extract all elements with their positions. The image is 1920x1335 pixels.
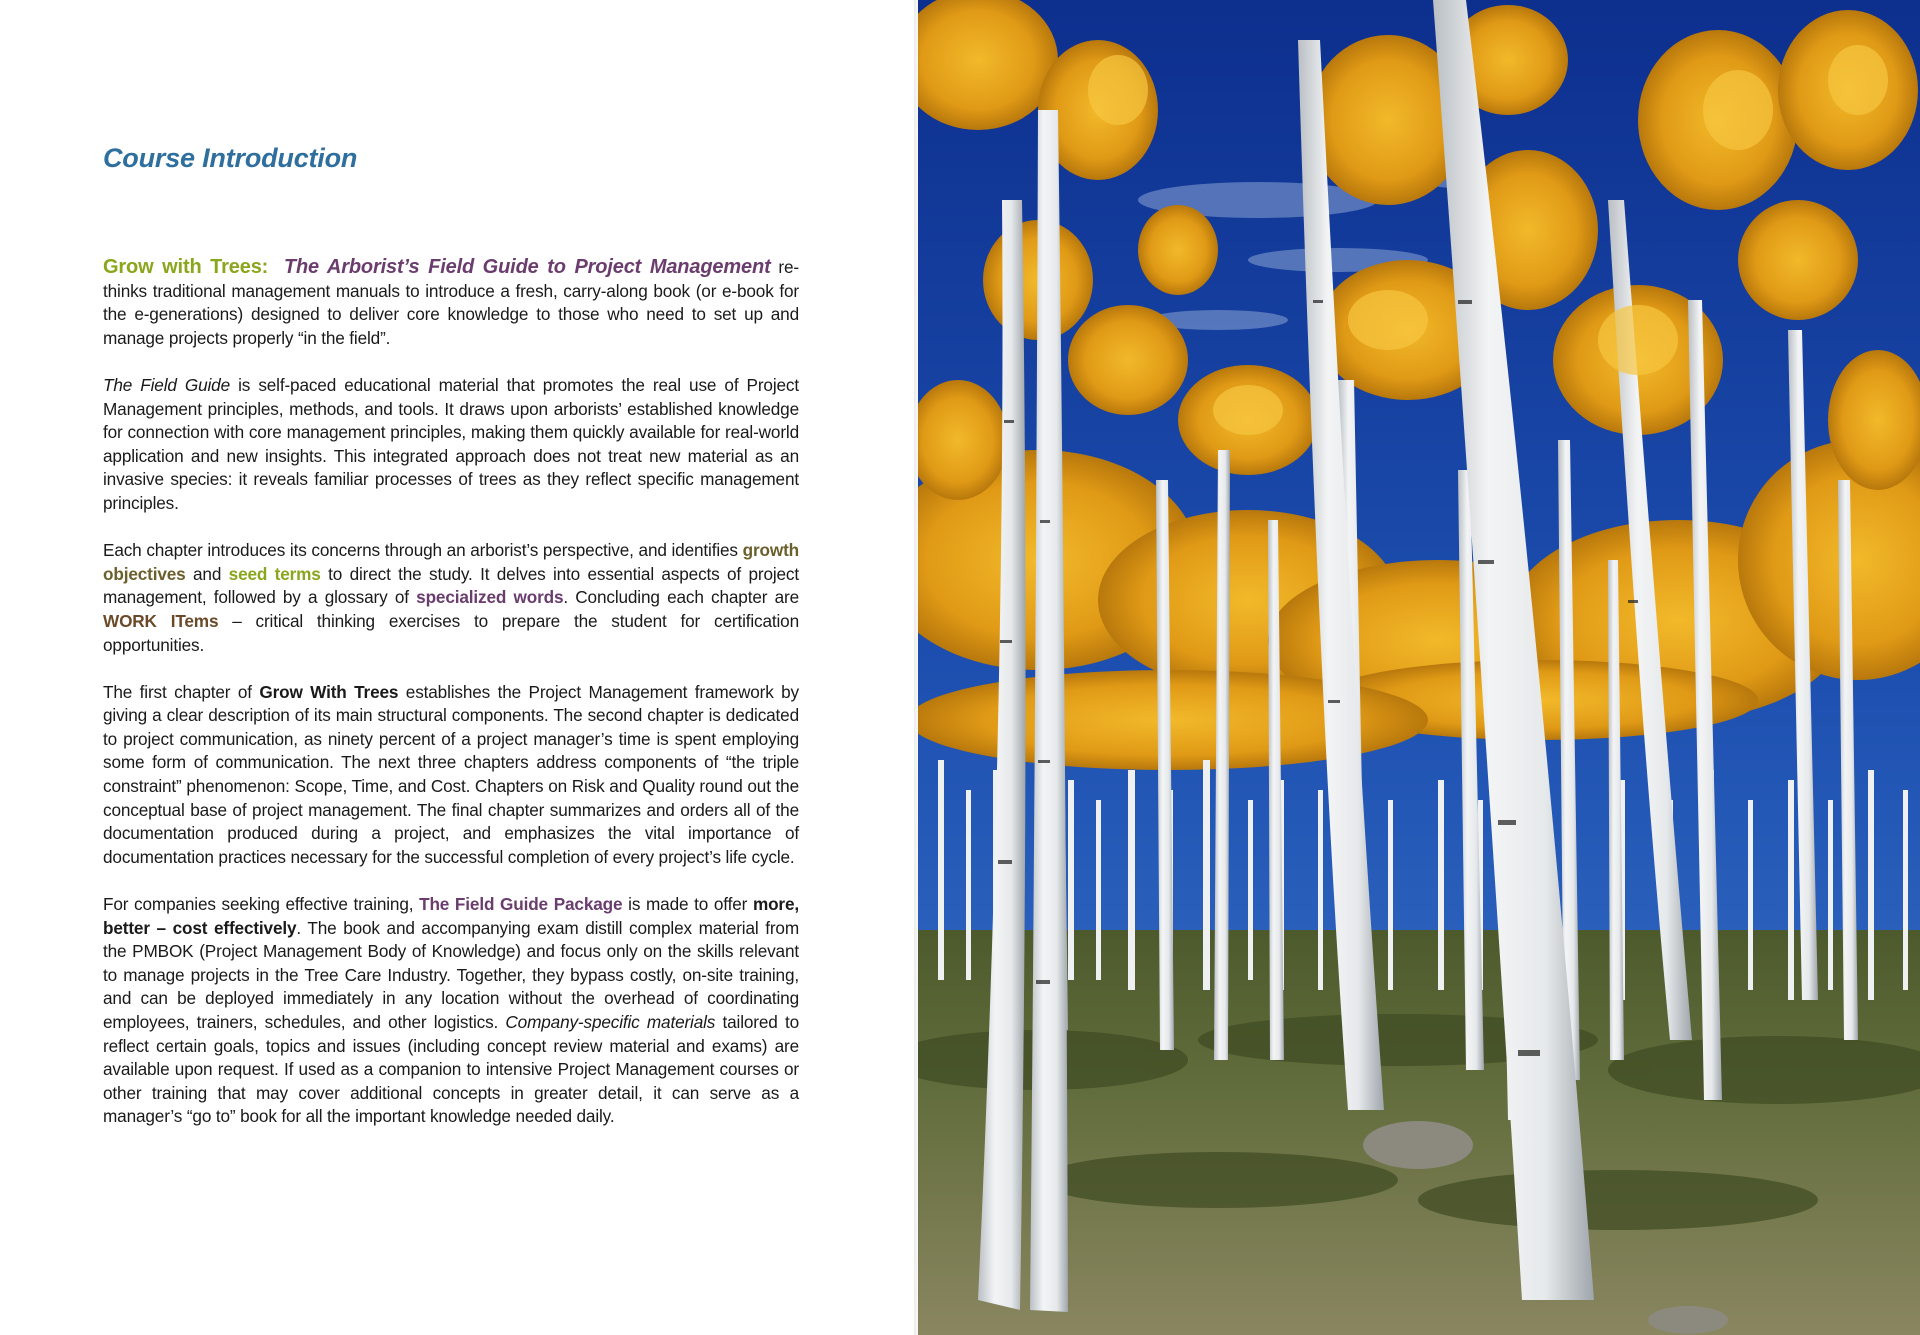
left-page — [0, 0, 918, 1335]
page-title: Course Introduction — [103, 143, 358, 173]
paragraph-chapters — [103, 539, 799, 657]
more-better-bold: more, better – cost effectively — [103, 894, 800, 938]
companies-text-c: . The book and accompanying exam distill complex material from the PMBOK (Project Management Body of Knowledge) and focus only on the skills relevant to manage projects in the Tree Care Industry. Together, they bypass costly, on-site training, and can be deployed immediately in any location without the overhead of coordinating employees, trainers, schedules, and other logistics. — [103, 917, 799, 1032]
chapters-text-c: to direct the study. It delves into essential aspects of project management, followed by a glossary of — [103, 563, 799, 608]
first-chapter-text-a: The first chapter of — [103, 681, 260, 702]
field-guide-italic: The Field Guide — [103, 374, 230, 395]
paragraph-first-chapter — [103, 681, 799, 870]
companies-text-d: tailored to reflect certain goals, topics and issues (including concept review material and exams) are available upon request. If used as a companion to intensive Project Management courses or other training that may cover additional concepts in greater detail, it can serve as a manager’s “go to” book for all the important knowledge needed daily. — [103, 1012, 799, 1127]
field-guide-package-term: The Field Guide Package — [419, 894, 623, 915]
aspen-forest-photo — [918, 0, 1920, 1335]
chapters-text-e: – critical thinking exercises to prepare the student for certification opportunities. — [103, 610, 799, 655]
first-chapter-text-b: establishes the Project Management framework by giving a clear description of its main structural components. The second chapter is dedicated to project communication, as ninety percent of a project manager’s time is spent employing some form of communication. The next three chapters address components of “the triple constraint” phenomenon: Scope, Time, and Cost. Chapters on Risk and Quality round out the conceptual base of project management. The final chapter summarizes and orders all of the documentation produced during a project, and emphasizes the vital importance of documentation practices necessary for the successful completion of every project’s life cycle. — [103, 681, 799, 867]
body-text — [103, 256, 799, 1153]
chapters-text-b: and — [185, 563, 229, 584]
companies-text-a: For companies seeking effective training, — [103, 894, 420, 915]
paragraph-companies — [103, 893, 799, 1129]
book-subtitle: The Arborist’s Field Guide to Project Management — [283, 256, 771, 278]
work-items-term: WORK ITems — [103, 610, 219, 631]
page-gutter — [914, 0, 920, 1335]
company-specific-italic: Company-specific materials — [505, 1012, 716, 1032]
chapters-text-d: . Concluding each chapter are — [563, 587, 799, 608]
grow-with-trees-bold: Grow With Trees — [259, 681, 399, 702]
aspen-forest-illustration — [918, 0, 1920, 1335]
paragraph-field-guide-text: is self-paced educational material that promotes the real use of Project Management principles, methods, and tools. It draws upon arborists’ established knowledge for connection with core management principles, making them quickly available for real-world application and new insights. This integrated approach does not treat new material as an invasive species: it reveals familiar processes of trees as they reflect specific management principles. — [103, 374, 799, 513]
companies-text-b: is made to offer — [622, 894, 753, 915]
paragraph-intro-text: re-thinks traditional management manuals to introduce a fresh, carry-along book (or e-book for the e-generations) designed to deliver core knowledge to those who need to set up and manage projects properly “in the field”. — [103, 257, 799, 348]
specialized-words-term: specialized words — [416, 587, 564, 608]
chapters-text-a: Each chapter introduces its concerns through an arborist’s perspective, and identifies — [103, 540, 743, 561]
growth-objectives-term: growth objectives — [103, 540, 799, 584]
paragraph-field-guide — [103, 374, 799, 516]
seed-terms-term: seed terms — [228, 563, 321, 584]
paragraph-intro — [103, 256, 799, 350]
book-title-lead: Grow with Trees: — [103, 256, 269, 278]
